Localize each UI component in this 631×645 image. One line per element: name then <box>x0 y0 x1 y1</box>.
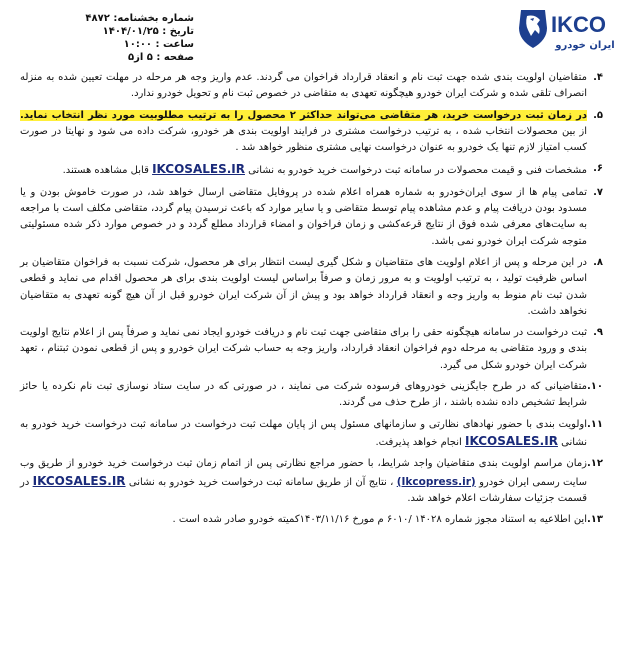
highlighted-text: در زمان ثبت درخواست خرید، هر متقاضی می‌تواند حداکثر ۲ محصول را به ترتیب مطلوبیت مورد نظر انتخاب نماید. <box>20 109 587 121</box>
bulletin-body <box>20 70 603 533</box>
item-number: ۴. <box>593 72 603 83</box>
item-number: ۹. <box>593 327 603 339</box>
ikco-horse-emblem-icon <box>515 6 625 56</box>
list-item <box>20 379 603 412</box>
item-text: تمامی پیام ها از سوی ایران‌خودرو به شماره همراه اعلام شده در پروفایل متقاضی ارسال خواهد شد، در صورت خاموش بودن و یا مسدود بودن دریافت پیام و عدم مشاهده پیام توسط متقاضی و یا سایر موارد که باعث نرسیدن پیام گردد، متقاضی مکلف است با مراجعه به سایت‌های معرفی شده فوق از نتایج قرعه‌کشی و زمان فراخوان و امضاء قرارداد مطلع گردد و در خصوص موارد ذکر شده مسئولیتی متوجه شرکت ایران خودرو نمی باشد. <box>20 186 587 247</box>
ikcosales-link[interactable]: IKCOSALES.IR <box>152 162 245 177</box>
item-number: ۱۳. <box>586 514 603 526</box>
item-number: ۱۱. <box>586 418 603 430</box>
item-number: ۵. <box>593 109 603 121</box>
ikcosales-link[interactable]: IKCOSALES.IR <box>465 433 558 448</box>
ikcopress-link[interactable]: (Ikcopress.ir) <box>396 475 476 488</box>
list-item <box>20 456 603 507</box>
bulletin-number: شماره بخشنامه: ۴۸۷۲ <box>85 13 194 24</box>
item-text: انجام خواهد پذیرفت. <box>375 436 462 448</box>
ikco-logo <box>515 6 625 56</box>
list-item <box>20 255 603 320</box>
list-item <box>20 161 603 179</box>
svg-text:ایران خودرو: ایران خودرو <box>555 40 615 51</box>
letterhead <box>20 6 615 72</box>
item-text: این اطلاعیه به استناد مجوز شماره ۱۴۰۲۸ /۶۰۱۰ م مورخ ۱۴۰۳/۱۱/۱۶کمیته خودرو صادر شده است . <box>172 514 587 526</box>
list-item <box>20 185 603 250</box>
item-text: مشخصات فنی و قیمت محصولات در سامانه ثبت درخواست خرید خودرو به نشانی <box>248 165 587 177</box>
item-number: ۱۲. <box>586 458 603 470</box>
item-number: ۱۰. <box>586 381 603 393</box>
page-number: صفحه : ۵ از۵ <box>128 52 194 63</box>
bulletin-date: تاریخ : ۱۴۰۴/۰۱/۲۵ <box>102 26 194 37</box>
item-text: در قسمت جزئیات سفارشات اعلام خواهد شد. <box>20 476 587 504</box>
item-text: متقاضیانی که در طرح جایگزینی خودروهای فرسوده شرکت می نمایند ، در صورتی که در سایت ستاد نوسازی ثبت نام نکرده یا حائز شرایط تشخیص داده نشده باشند ، از طرح حذف می گردند. <box>20 381 587 409</box>
item-text: از بین محصولات انتخاب شده ، به ترتیب درخواست مشتری در فرایند اولویت بندی هر خودرو، شرکت داده می شود و نهایتا در صورت کسب امتیاز لازم تنها یک خودرو به عنوان درخواست نهایی مشتری منظور خواهد شد . <box>20 125 587 154</box>
item-text: ، نتایج آن از طریق سامانه ثبت درخواست خرید خودرو به نشانی <box>128 476 394 488</box>
item-number: ۷. <box>593 186 603 198</box>
item-text: متقاضیان اولویت بندی شده جهت ثبت نام و انعقاد قرارداد فراخوان می گردند. عدم واریز وجه هر مرحله در مهلت تعیین شده به منزله انصراف تلقی شده و شرکت ایران خودرو هیچگونه تعهدی به متقاضی در خصوص ثبت نام و تحویل خودرو ندارد. <box>20 72 587 100</box>
list-item <box>20 512 603 528</box>
list-item <box>20 325 603 374</box>
item-text: اولویت بندی با حضور نهادهای نظارتی و سازمانهای مسئول پس از پایان مهلت ثبت درخواست در سامانه ثبت درخواست خرید خودرو به نشانی <box>20 418 587 448</box>
ikcosales-link[interactable]: IKCOSALES.IR <box>32 473 126 488</box>
list-item <box>20 70 603 103</box>
item-text: ثبت درخواست در سامانه هیچگونه حقی را برای متقاضی جهت ثبت نام و دریافت خودرو ایجاد نمی نماید و صرفاً پس از اعلام نتایج اولویت بندی و ورود متقاضی به مرحله دوم فراخوان انعقاد قرارداد، واریز وجه به حساب شرکت ایران خودرو و پس از قطعی نمودن ثبتنام ، تعهد شرکت ایران خودرو شکل می گیرد. <box>20 327 587 371</box>
item-number: ۶. <box>593 163 603 175</box>
item-number: ۸. <box>593 256 603 268</box>
item-text: در این مرحله و پس از اعلام اولویت های متقاضیان و شکل گیری لیست انتظار برای هر محصول، شرکت نسبت به فراخوان متقاضیان بر اساس ظرفیت تولید ، به ترتیب اولویت و به مرور زمان و صرفاً براساس لیست اولویت بندی برای هر محصول اقدام می نماید و قطعی شدن ثبت نام منوط به واریز وجه و انعقاد قرارداد خواهد بود و پیش از آن شرکت ایران خودرو قبل از آن هیچ گونه تعهدی به متقاضیان نخواهد داشت. <box>20 256 587 317</box>
bulletin-time: ساعت : ۱۰:۰۰ <box>123 39 194 50</box>
bulletin-meta <box>24 12 194 64</box>
item-text: زمان مراسم اولویت بندی متقاضیان واجد شرایط، با حضور مراجع نظارتی پس از اتمام زمان ثبت درخواست خرید خودرو از طریق وب سایت رسمی ایران خودرو <box>20 458 588 488</box>
svg-text:IKCO: IKCO <box>551 12 606 37</box>
list-item <box>20 417 603 452</box>
item-text: قابل مشاهده هستند. <box>62 165 149 177</box>
list-item <box>20 108 603 157</box>
